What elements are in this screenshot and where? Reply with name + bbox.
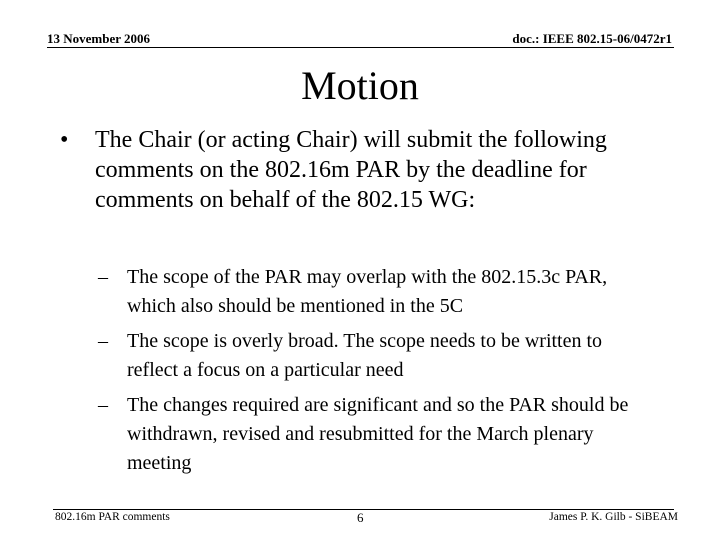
header-doc-id: doc.: IEEE 802.15-06/0472r1	[512, 31, 672, 46]
dash-marker: –	[98, 330, 108, 352]
dash-marker: –	[98, 266, 108, 288]
footer-author: James P. K. Gilb - SiBEAM	[549, 511, 678, 523]
bullet-marker: •	[60, 127, 69, 153]
dash-marker: –	[98, 394, 108, 416]
list-item	[98, 263, 678, 321]
list-item-text: The scope of the PAR may overlap with the 802.15.3c PAR, which also should be mentioned in the 5C	[127, 266, 608, 317]
footer-left-text: 802.16m PAR comments	[55, 511, 170, 523]
slide-title: Motion	[301, 63, 419, 108]
main-bullet-text: The Chair (or acting Chair) will submit the following comments on the 802.16m PAR by the deadline for comments on behalf of the 802.15 WG:	[95, 127, 607, 213]
list-item	[98, 391, 678, 478]
list-item-text: The scope is overly broad. The scope needs to be written to reflect a focus on a particular need	[127, 330, 603, 381]
list-item	[98, 327, 678, 385]
header-date: 13 November 2006	[47, 31, 151, 46]
comment-list	[98, 263, 678, 484]
page-number: 6	[357, 510, 364, 525]
list-item-text: The changes required are significant and so the PAR should be withdrawn, revised and resubmitted for the March plenary meeting	[127, 394, 629, 474]
